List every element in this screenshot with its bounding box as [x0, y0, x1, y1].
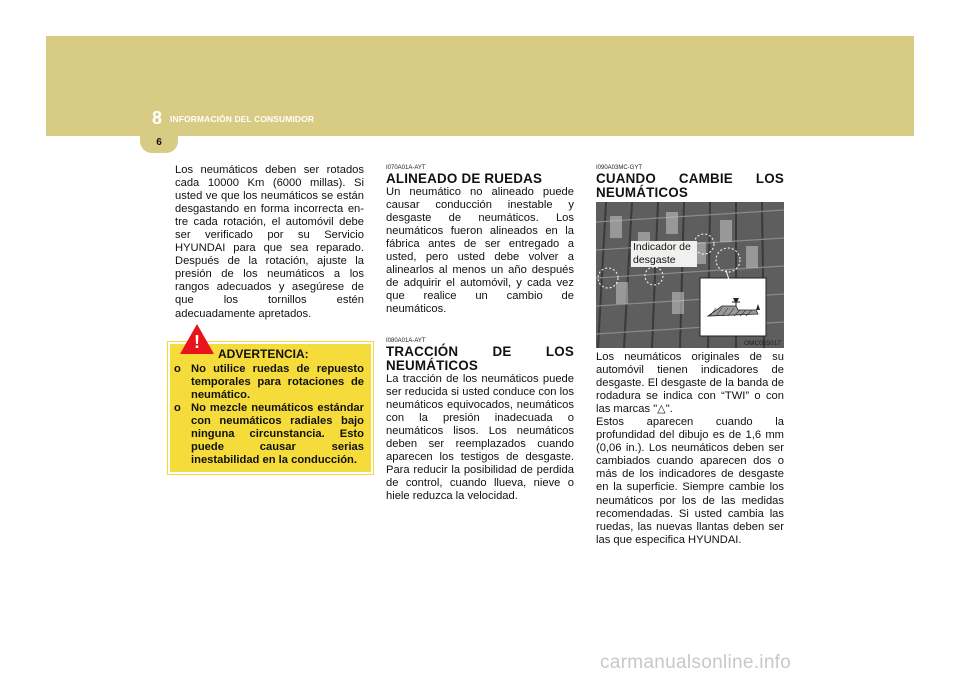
- column-3-body: [596, 351, 784, 547]
- rotation-paragraph: Los neumáticos deben ser rotados cada 10000 Km (6000 millas). Si usted ve que los neumáticos se están desgastando en forma incorrecta en-tre cada rotación, el automóvil debe ser verificado por su Servicio HYUNDAI para que sea reparado. Después de la rotación, ajuste la presión de los neumáticos a los rangos adecuados y asegúrese de que los tornillos estén adecuadamente apretados.: [175, 164, 364, 320]
- tire-wear-indicator-figure: [596, 202, 784, 348]
- chapter-number: 8: [152, 108, 163, 128]
- page-number: 6: [156, 137, 162, 148]
- wear-indicator-label: Indicador de desgaste: [631, 241, 697, 267]
- wear-triangle-icon: △: [657, 403, 666, 416]
- section-code: I070A01A-AYT: [386, 165, 426, 171]
- chapter-title: INFORMACIÓN DEL CONSUMIDOR: [170, 114, 315, 124]
- warning-icon: !: [180, 324, 220, 360]
- alignment-paragraph: Un neumático no alineado puede causar conducción inestable y desgaste de neumáticos. Los neumáticos fueron alineados en la fábrica antes de ser entregado a usted, pero usted debe volver a alinearlos al menos un año después de adquirir el automóvil, y cada vez que realice un cambio de neumáticos.: [386, 186, 574, 316]
- section-heading: ALINEADO DE RUEDAS: [386, 171, 543, 186]
- section-heading: TRACCIÓN DE LOS NEUMÁTICOS: [386, 344, 574, 373]
- traction-paragraph: La tracción de los neumáticos puede ser reducida si usted conduce con los neumáticos equivocados, neumáticos con la presión inadecuada o neumáticos lisos. Los neumáticos deben ser reemplazados cuando aparecen los testigos de desgaste. Para reducir la posibilidad de perdida de control, cuando llueva, nieve o hiele reduzca la velocidad.: [386, 373, 574, 503]
- figure-code: OMC055017: [744, 340, 781, 347]
- watermark: carmanualsonline.info: [600, 652, 792, 673]
- column-1: [175, 164, 364, 321]
- page-number-tab: [140, 136, 178, 153]
- wear-indicator-paragraph: Los neumáticos originales de su automóvil tienen indicadores de desgaste. El desgaste de la banda de rodadura se indica con “TWI” o con las marcas "△".: [596, 351, 784, 416]
- warning-title: ADVERTENCIA:: [218, 347, 309, 361]
- warning-item: o No mezcle neumáticos estándar con neumáticos radiales bajo ninguna circunstancia. Esto puede causar serias inestabilidad en la conducción.: [174, 402, 364, 466]
- section-heading: CUANDO CAMBIE LOS NEUMÁTICOS: [596, 171, 784, 200]
- tire-tread-illustration: [596, 202, 784, 348]
- column-2-traction: [386, 337, 574, 503]
- section-code: I080A01A-AYT: [386, 338, 426, 344]
- column-2: [386, 164, 574, 316]
- warning-list: [174, 363, 364, 467]
- column-3: [596, 164, 784, 200]
- replacement-paragraph: Estos aparecen cuando la profundidad del dibujo es de 1,6 mm (0,06 in.). Los neumáticos deben ser cambiados cuando aparecen dos o más de los indicadores de desgaste en la superficie. Siempre cambie los neumáticos por los de las medidas recomendadas. Si usted cambia las ruedas, las nuevas llantas deben ser las que especifica HYUNDAI.: [596, 416, 784, 546]
- section-code: I090A03MC-GYT: [596, 165, 643, 171]
- warning-item: o No utilice ruedas de repuesto temporales para rotaciones de neumático.: [174, 363, 364, 401]
